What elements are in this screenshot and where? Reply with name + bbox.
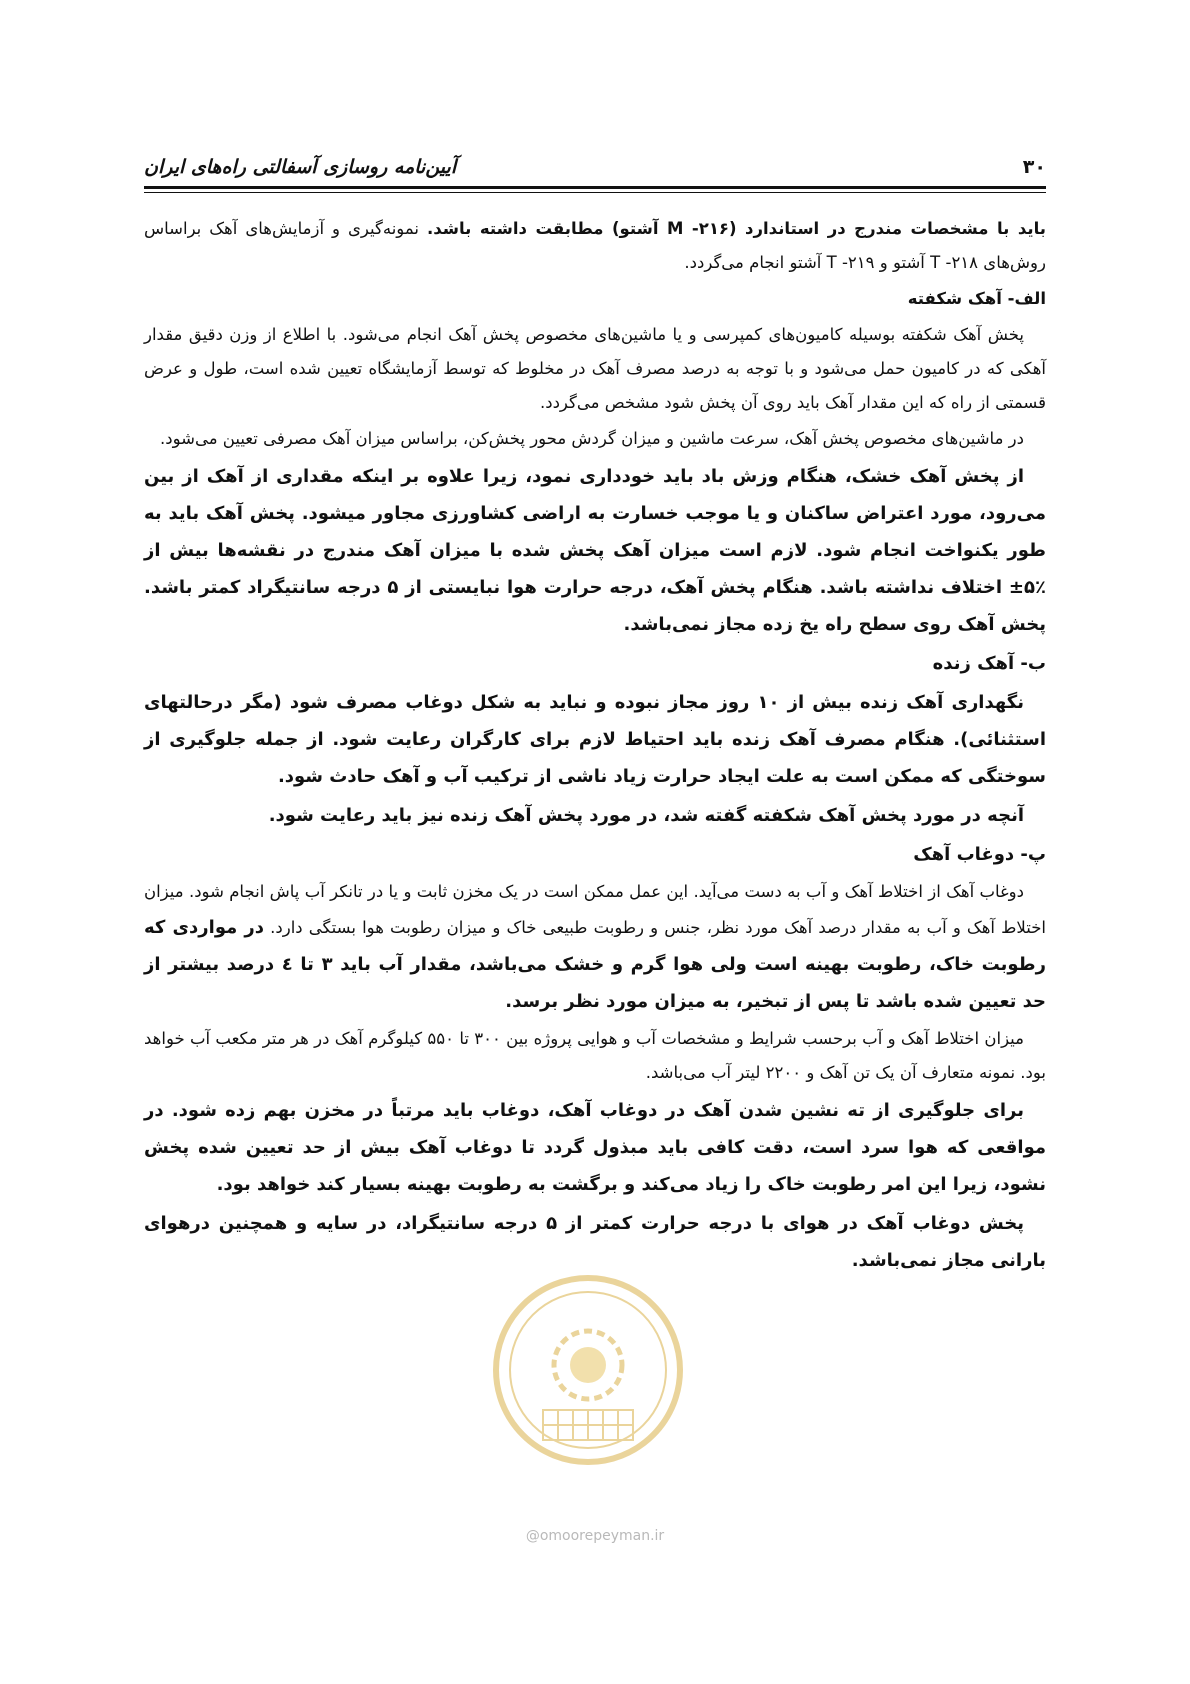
- watermark-site: @omoorepeyman.ir: [525, 1528, 665, 1544]
- document-body: [144, 212, 1046, 1281]
- paragraph-7: [144, 875, 1046, 1020]
- paragraph-10: پخش دوغاب آهک در هوای با درجه حرارت کمتر از ۵ درجه سانتیگراد، در سایه و همچنین درهوای بارانی مجاز نمی‌باشد.: [144, 1213, 1046, 1271]
- paragraph-6: آنچه در مورد پخش آهک شکفته گفته شد، در مورد پخش آهک زنده نیز باید رعایت شود.: [268, 805, 1024, 826]
- paragraph-1-text: نمونه‌گیری و آزمایش‌های آهک براساس روش‌های ۲۱۸- T آشتو و ۲۱۹- T آشتو انجام می‌گردد.: [144, 219, 1046, 272]
- paragraph-7-bold: در مواردی که رطوبت خاک، رطوبت بهینه است ولی هوا گرم و خشک می‌باشد، مقدار آب باید ۳ تا ٤ درصد بیشتر از حد تعیین شده باشد تا پس از تبخیر، به میزان مورد نظر برسد.: [144, 917, 1046, 1012]
- paragraph-5: نگهداری آهک زنده بیش از ۱۰ روز مجاز نبوده و نباید به شکل دوغاب مصرف شود (مگر درحالتهای استثنائی). هنگام مصرف آهک زنده باید احتیاط لازم برای کارگران رعایت شود. از جمله جلوگیری از سوختگی که ممکن است به علت ایجاد حرارت زیاد ناشی از ترکیب آب و آهک حادث شود.: [144, 692, 1046, 787]
- paragraph-1: [144, 212, 1046, 280]
- running-title: آیین‌نامه روسازی آسفالتی راه‌های ایران: [144, 156, 457, 178]
- heading-alef: الف- آهک شکفته: [907, 289, 1046, 308]
- paragraph-8: میزان اختلاط آهک و آب برحسب شرایط و مشخصات آب و هوایی پروژه بین ۳۰۰ تا ۵۵۰ کیلوگرم آهک در هر متر مکعب آب خواهد بود. نمونه متعارف آن یک تن آهک و ۲۲۰۰ لیتر آب می‌باشد.: [144, 1029, 1046, 1082]
- paragraph-1-bold: باید با مشخصات مندرج در استاندارد (۲۱۶- M آشتو) مطابقت داشته باشد.: [426, 219, 1047, 238]
- paragraph-2: پخش آهک شکفته بوسیله کامیون‌های کمپرسی و یا ماشین‌های مخصوص پخش آهک انجام می‌شود. با اطلاع از وزن دقیق مقدار آهکی که در کامیون حمل می‌شود و با توجه به درصد مصرف آهک در مخلوط که توسط آزمایشگاه تعیین شده است، طول و عرض قسمتی از راه که این مقدار آهک باید روی آن پخش شود مشخص می‌گردد.: [144, 325, 1046, 412]
- header-rule-thin: [144, 192, 1046, 193]
- heading-be: ب- آهک زنده: [932, 653, 1046, 674]
- page-number: ۳۰: [1022, 156, 1046, 178]
- page-header: [144, 150, 1046, 184]
- paragraph-7-text: دوغاب آهک از اختلاط آهک و آب به دست می‌آید. این عمل ممکن است در یک مخزن ثابت و یا در تانکر آب پاش انجام شود. میزان اختلاط آهک و آب به مقدار درصد آهک مورد نظر، جنس و رطوبت طبیعی خاک و میزان رطوبت هوا بستگی دارد.: [144, 882, 1047, 937]
- seal-icon: [488, 1270, 688, 1470]
- header-rule-thick: [144, 186, 1046, 189]
- paragraph-4: از پخش آهک خشک، هنگام وزش باد باید خودداری نمود، زیرا علاوه بر اینکه مقداری از آهک از بین می‌رود، مورد اعتراض ساکنان و یا موجب خسارت به اراضی کشاورزی مجاور میشود. پخش آهک باید به طور یکنواخت انجام شود. لازم است میزان آهک پخش شده با میزان آهک مندرج در نقشه‌ها بیش از ٪۵± اختلاف نداشته باشد. هنگام پخش آهک، درجه حرارت هوا نبایستی از ۵ درجه سانتیگراد کمتر باشد. پخش آهک روی سطح راه یخ زده مجاز نمی‌باشد.: [144, 466, 1046, 635]
- heading-pe: پ- دوغاب آهک: [913, 844, 1046, 865]
- paragraph-3: در ماشین‌های مخصوص پخش آهک، سرعت ماشین و میزان گردش محور پخش‌کن، براساس میزان آهک مصرفی تعیین می‌شود.: [160, 429, 1024, 448]
- paragraph-9: برای جلوگیری از ته نشین شدن آهک در دوغاب آهک، دوغاب باید مرتباً در مخزن بهم زده شود. در مواقعی که هوا سرد است، دقت کافی باید مبذول گردد تا دوغاب آهک بیش از حد تعیین شده پخش نشود، زیرا این امر رطوبت خاک را زیاد می‌کند و برگشت به رطوبت بهینه بسیار کند خواهد بود.: [144, 1100, 1046, 1195]
